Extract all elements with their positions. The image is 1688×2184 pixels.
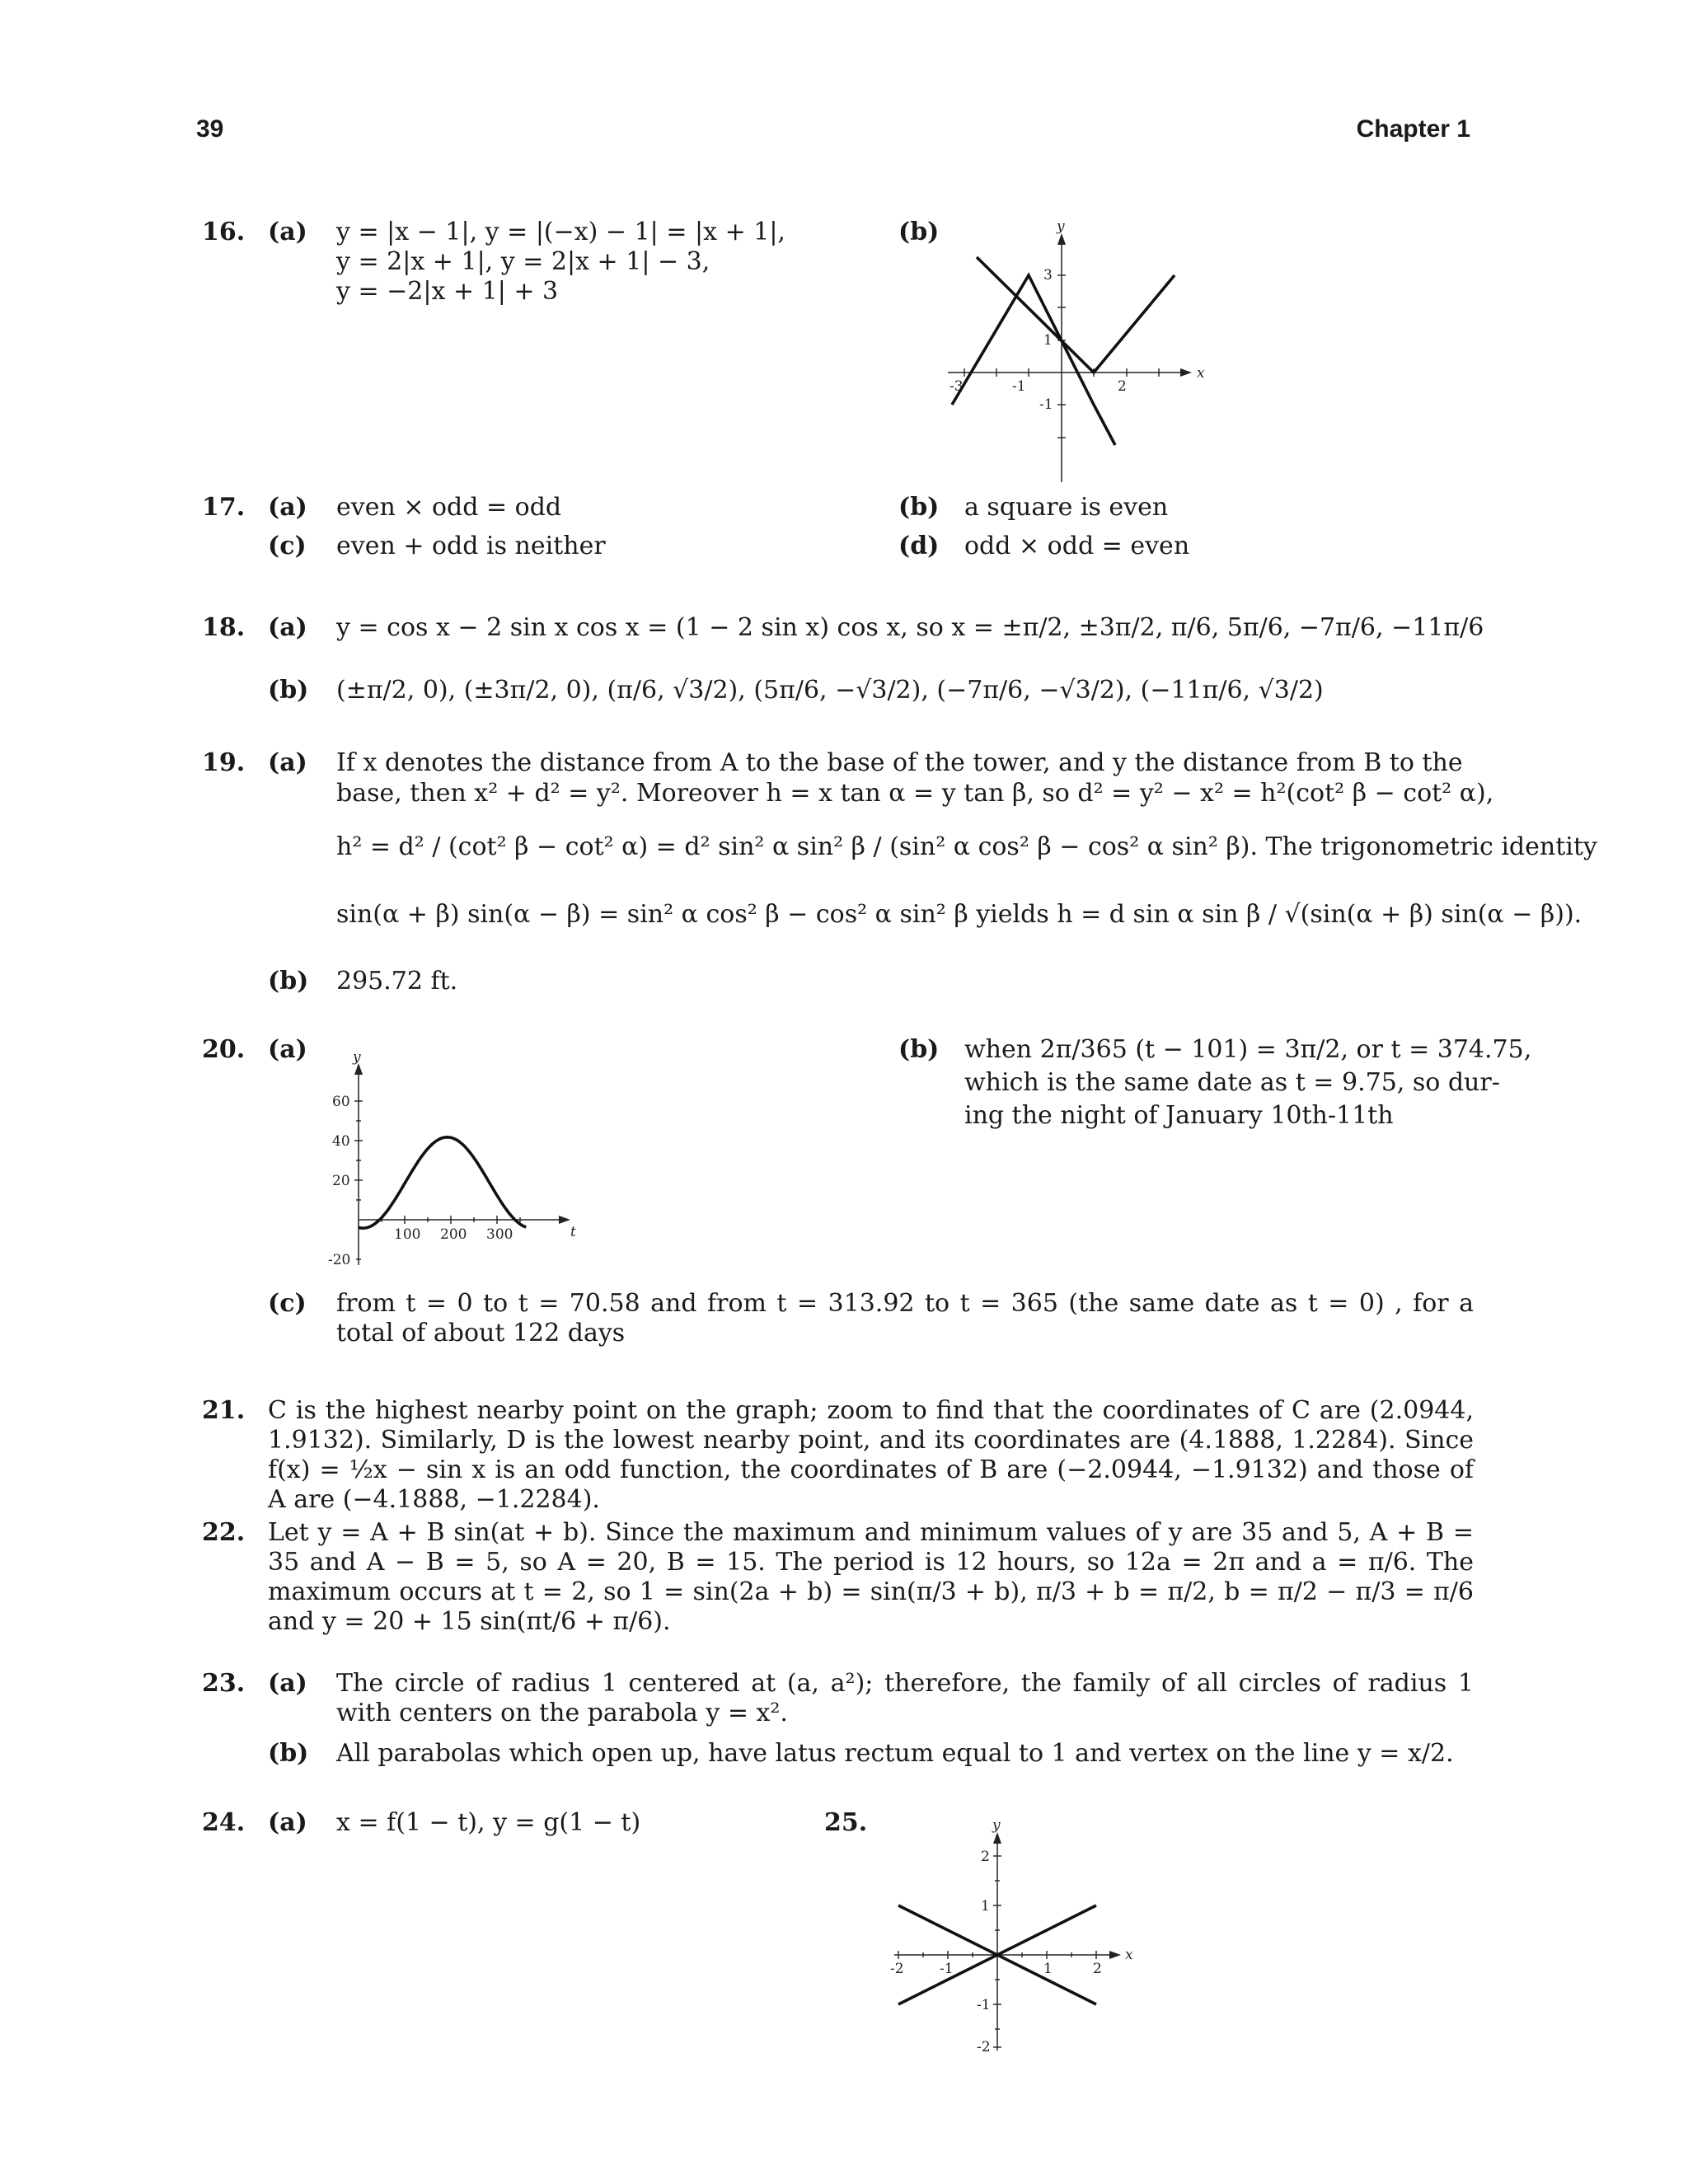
x-tick-label: 2	[1118, 378, 1127, 395]
part-label: (b)	[268, 967, 309, 996]
x-tick-label: 1	[1043, 1961, 1053, 1977]
curve-y-neg2-abs-x-plus-1-plus-3	[952, 275, 1115, 445]
part-label: (a)	[268, 1808, 307, 1837]
y-axis-label: y	[353, 1049, 361, 1066]
y-tick-label: 1	[1043, 332, 1053, 349]
x-axis-label: x	[1197, 365, 1205, 382]
problem-number: 19.	[202, 748, 246, 777]
daylight-graph	[317, 1043, 581, 1273]
y-tick-label: 1	[981, 1898, 990, 1915]
x-tick-label: 300	[486, 1226, 513, 1243]
y-axis-label: y	[992, 1817, 1001, 1834]
answer-text: The circle of radius 1 centered at (a, a²); therefore, the family of all circles of radius 1 with centers on the parabola y = x².	[336, 1669, 1474, 1727]
answer-text: even × odd = odd	[336, 493, 562, 522]
answer-text: (±π/2, 0), (±3π/2, 0), (π/6, √3/2), (5π/6, −√3/2), (−7π/6, −√3/2), (−11π/6, √3/2)	[336, 676, 1324, 705]
problem-number: 25.	[824, 1808, 868, 1837]
answer-paragraph: Let y = A + B sin(at + b). Since the maximum and minimum values of y are 35 and 5, A + B = 35 and A − B = 5, so A = 20, B = 15. The period is 12 hours, so 12a = 2π and a = π/6. The maximum occurs at t = 2, so 1 = sin(2a + b) = sin(π/3 + b), π/3 + b = π/2, b = π/2 − π/3 = π/6 and y = 20 + 15 sin(πt/6 + π/6).	[268, 1518, 1474, 1636]
x-tick-label: 100	[394, 1226, 421, 1243]
answer-line: which is the same date as t = 9.75, so dur-	[964, 1068, 1500, 1097]
answer-text: even + odd is neither	[336, 532, 606, 560]
answer-line: when 2π/365 (t − 101) = 3π/2, or t = 374.75,	[964, 1035, 1532, 1064]
y-axis-arrow	[993, 1832, 1001, 1844]
y-tick-label: 2	[981, 1849, 990, 1865]
y-tick-label: -1	[1039, 396, 1053, 413]
part-label: (d)	[898, 532, 940, 560]
x-axis-arrow	[1180, 368, 1192, 377]
answer-text: odd × odd = even	[964, 532, 1190, 560]
part-label: (a)	[268, 613, 307, 642]
answer-text: All parabolas which open up, have latus rectum equal to 1 and vertex on the line y = x/2.	[336, 1739, 1454, 1768]
answer-line: y = −2|x + 1| + 3	[336, 277, 559, 306]
x-tick-label: -3	[950, 378, 964, 395]
x-axis-label: t	[570, 1224, 576, 1240]
answer-text: from t = 0 to t = 70.58 and from t = 313.92 to t = 365 (the same date as t = 0) , for a total of about 122 days	[336, 1289, 1474, 1347]
y-tick-label: 60	[332, 1094, 350, 1110]
x-axis-arrow	[1109, 1951, 1121, 1959]
answer-text: a square is even	[964, 493, 1169, 522]
problem-number: 21.	[202, 1396, 246, 1425]
answer-paragraph: C is the highest nearby point on the graph; zoom to find that the coordinates of C are (2.0944, 1.9132). Similarly, D is the lowest nearby point, and its coordinates are (4.1888, 1.2284). Since f(x) = ½x − sin x is an odd function, the coordinates of B are (−2.0944, −1.9132) and those of A are (−4.1888, −1.2284).	[268, 1396, 1474, 1514]
abs-value-graph	[940, 213, 1220, 493]
answer-line: y = |x − 1|, y = |(−x) − 1| = |x + 1|,	[336, 218, 785, 246]
part-label: (a)	[268, 493, 307, 522]
answer-line: base, then x² + d² = y². Moreover h = x tan α = y tan β, so d² = y² − x² = h²(cot² β − cot² α),	[336, 779, 1494, 808]
x-tick-label: -1	[1012, 378, 1026, 395]
answer-text: 295.72 ft.	[336, 967, 458, 996]
problem-number: 16.	[202, 218, 246, 246]
page-number: 39	[196, 115, 224, 143]
y-tick-label: 40	[332, 1133, 350, 1150]
part-label: (b)	[268, 676, 309, 705]
y-tick-label: -2	[977, 2039, 991, 2055]
problem-number: 23.	[202, 1669, 246, 1698]
x-tick-label: -2	[890, 1961, 904, 1977]
x-axis-arrow	[559, 1216, 570, 1224]
x-tick-label: 2	[1093, 1961, 1102, 1977]
y-tick-label: 3	[1043, 267, 1053, 284]
problem-number: 22.	[202, 1518, 246, 1547]
part-label: (a)	[268, 748, 307, 777]
part-label: (a)	[268, 1669, 307, 1698]
answer-text: y = cos x − 2 sin x cos x = (1 − 2 sin x) cos x, so x = ±π/2, ±3π/2, π/6, 5π/6, −7π/6, −11π/6	[336, 613, 1484, 642]
x-tick-label: -1	[940, 1961, 954, 1977]
part-label: (a)	[268, 1035, 307, 1064]
answer-line: h² = d² / (cot² β − cot² α) = d² sin² α sin² β / (sin² α cos² β − cos² α sin² β). The trigonometric identity	[336, 832, 1597, 861]
part-label: (b)	[898, 1035, 940, 1064]
answer-line: sin(α + β) sin(α − β) = sin² α cos² β − cos² α sin² β yields h = d sin α sin β / √(sin(α + β) sin(α − β)).	[336, 900, 1582, 929]
part-label: (c)	[268, 532, 307, 560]
crossing-lines-graph	[874, 1813, 1154, 2060]
curve-daylight	[359, 1137, 526, 1228]
part-label: (b)	[898, 493, 940, 522]
part-label: (a)	[268, 218, 307, 246]
part-label: (b)	[268, 1739, 309, 1768]
chapter-title: Chapter 1	[1356, 115, 1470, 143]
y-axis-arrow	[1057, 233, 1066, 245]
part-label: (b)	[898, 218, 940, 246]
x-tick-label: 200	[440, 1226, 467, 1243]
answer-line: If x denotes the distance from A to the base of the tower, and y the distance from B to the	[336, 748, 1463, 777]
y-tick-label: 20	[332, 1173, 350, 1189]
x-axis-label: x	[1125, 1947, 1133, 1963]
problem-number: 20.	[202, 1035, 246, 1064]
answer-text: x = f(1 − t), y = g(1 − t)	[336, 1808, 641, 1837]
answer-line: y = 2|x + 1|, y = 2|x + 1| − 3,	[336, 247, 710, 276]
y-tick-label: -20	[328, 1252, 351, 1268]
problem-number: 24.	[202, 1808, 246, 1837]
problem-number: 18.	[202, 613, 246, 642]
problem-number: 17.	[202, 493, 246, 522]
part-label: (c)	[268, 1289, 307, 1318]
y-tick-label: -1	[977, 1997, 991, 2013]
y-axis-label: y	[1057, 218, 1065, 235]
answer-line: ing the night of January 10th-11th	[964, 1101, 1394, 1130]
